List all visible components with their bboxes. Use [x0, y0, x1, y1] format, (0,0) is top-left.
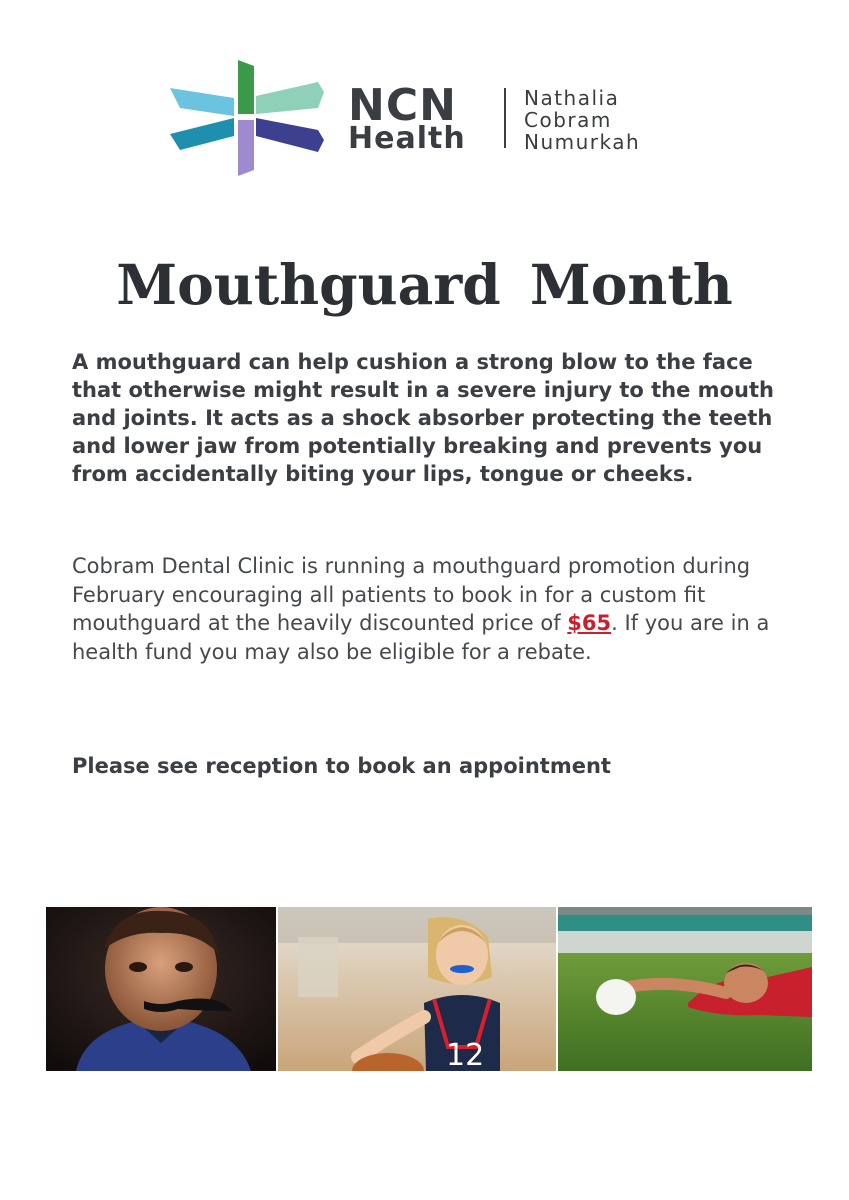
ncn-cross-logo-icon — [168, 58, 328, 178]
promo-paragraph — [72, 552, 794, 666]
promo-text-after: . If you are in a health fund you may also be eligible for a rebate. — [72, 611, 770, 664]
rugby-player-photo — [558, 907, 812, 1071]
logo-town-numurkah: Numurkah — [524, 130, 641, 154]
logo-divider — [504, 88, 506, 148]
promo-price: $65 — [567, 611, 612, 635]
girl-basketball-photo — [278, 907, 556, 1071]
page-title: Mouthguard Month — [116, 252, 733, 317]
jersey-number: 12 — [446, 1038, 485, 1071]
logo-brand-ncn: NCN — [348, 80, 457, 131]
intro-paragraph: A mouthguard can help cushion a strong blow to the face that otherwise might result in a severe injury to the mouth and joints. It acts as a shock absorber protecting the teeth and lower jaw from potentially breaking and prevents you from accidentally biting your lips, tongue or cheeks. — [72, 350, 774, 486]
logo-town-nathalia: Nathalia — [524, 86, 620, 110]
booking-call-to-action: Please see reception to book an appointment — [72, 754, 611, 778]
promo-text-before: Cobram Dental Clinic is running a mouthguard promotion during February encouraging all patients to book in for a custom fit mouthguard at the heavily discounted price of — [72, 554, 751, 635]
ncn-health-logo — [168, 58, 688, 178]
logo-town-cobram: Cobram — [524, 108, 612, 132]
boy-with-mouthguard-photo — [46, 907, 276, 1071]
logo-brand-health: Health — [348, 121, 466, 156]
photo-strip — [46, 907, 812, 1071]
